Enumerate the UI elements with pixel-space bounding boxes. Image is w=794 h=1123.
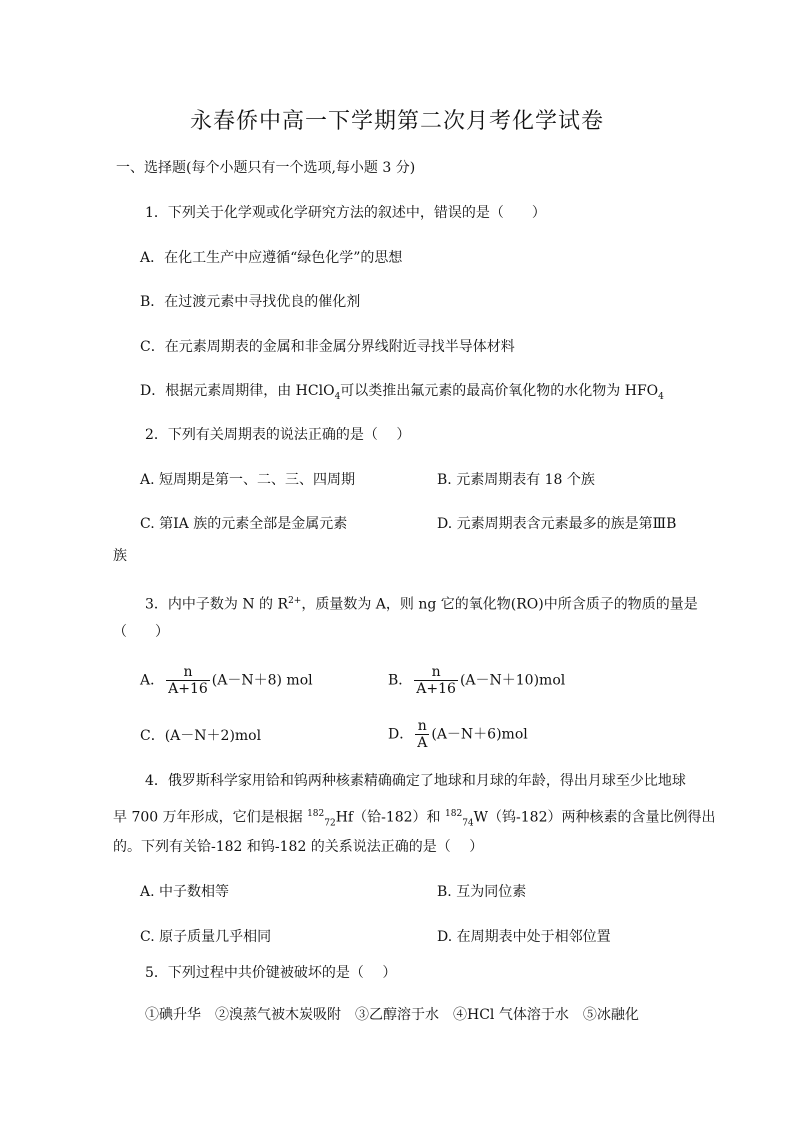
q4-option-b: B. 互为同位素 bbox=[437, 884, 527, 900]
q5-stem: 5．下列过程中共价键被破坏的是（ ） bbox=[145, 965, 397, 981]
q3-option-c: C．(A－N＋2)mol bbox=[140, 728, 262, 744]
q4-line-1: 4．俄罗斯科学家用铪和钨两种核素精确确定了地球和月球的年龄，得出月球至少比地球 bbox=[145, 773, 686, 789]
q5-items: ①碘升华 ②溴蒸气被木炭吸附 ③乙醇溶于水 ④HCl 气体溶于水 ⑤冰融化 bbox=[145, 1007, 639, 1023]
q3-stem-wrap: （ ） bbox=[113, 624, 169, 640]
q1-option-c: C．在元素周期表的金属和非金属分界线附近寻找半导体材料 bbox=[140, 339, 515, 355]
q1-option-a: A．在化工生产中应遵循“绿色化学”的思想 bbox=[140, 250, 403, 266]
q3-option-b: B． $\frac{n}{A+16}$ (A－N＋10)mol bbox=[388, 664, 566, 697]
q4-line-3: 的。下列有关铪-182 和钨-182 的关系说法正确的是（ ） bbox=[113, 839, 484, 855]
q4-option-d: D. 在周期表中处于相邻位置 bbox=[437, 929, 611, 945]
q3-stem: 3．内中子数为 N 的 $R^{2+}$，质量数为 A，则 ng 它的氧化物(RO)中所含质子的物质的量是 bbox=[145, 596, 698, 613]
page-title: 永春侨中高一下学期第二次月考化学试卷 bbox=[189, 109, 604, 134]
q4-option-a: A. 中子数相等 bbox=[140, 884, 230, 900]
q2-option-b: B. 元素周期表有 18 个族 bbox=[437, 472, 595, 488]
q2-option-d: D. 元素周期表含元素最多的族是第ⅢB bbox=[437, 516, 677, 532]
q1-option-b: B．在过渡元素中寻找优良的催化剂 bbox=[140, 294, 361, 310]
q2-option-d-wrap: 族 bbox=[113, 548, 127, 564]
q2-option-c: C. 第ⅠA 族的元素全部是金属元素 bbox=[140, 516, 348, 532]
q4-line-2: 早 700 万年形成，它们是根据 $^{182}_{72}$Hf（铪-182）和 $^{182}_{74}$W（钨-182）两种核素的含量比例得出 bbox=[113, 809, 716, 829]
section-heading: 一、选择题(每个小题只有一个选项,每小题 3 分) bbox=[116, 160, 416, 176]
q4-option-c: C. 原子质量几乎相同 bbox=[140, 929, 272, 945]
q3-option-d: D． $\frac{n}{A}$ (A－N＋6)mol bbox=[388, 718, 528, 751]
q2-option-a: A. 短周期是第一、二、三、四周期 bbox=[140, 472, 356, 488]
q1-option-d: D．根据元素周期律，由 HClO$_4$可以类推出氟元素的最高价氧化物的水化物为 $HFO_4$ bbox=[140, 383, 664, 402]
q1-stem: 1．下列关于化学观或化学研究方法的叙述中，错误的是（ ） bbox=[145, 205, 546, 221]
q3-option-a: A． $\frac{n}{A+16}$ (A－N＋8) mol bbox=[140, 664, 313, 697]
q2-stem: 2．下列有关周期表的说法正确的是（ ） bbox=[145, 427, 411, 443]
